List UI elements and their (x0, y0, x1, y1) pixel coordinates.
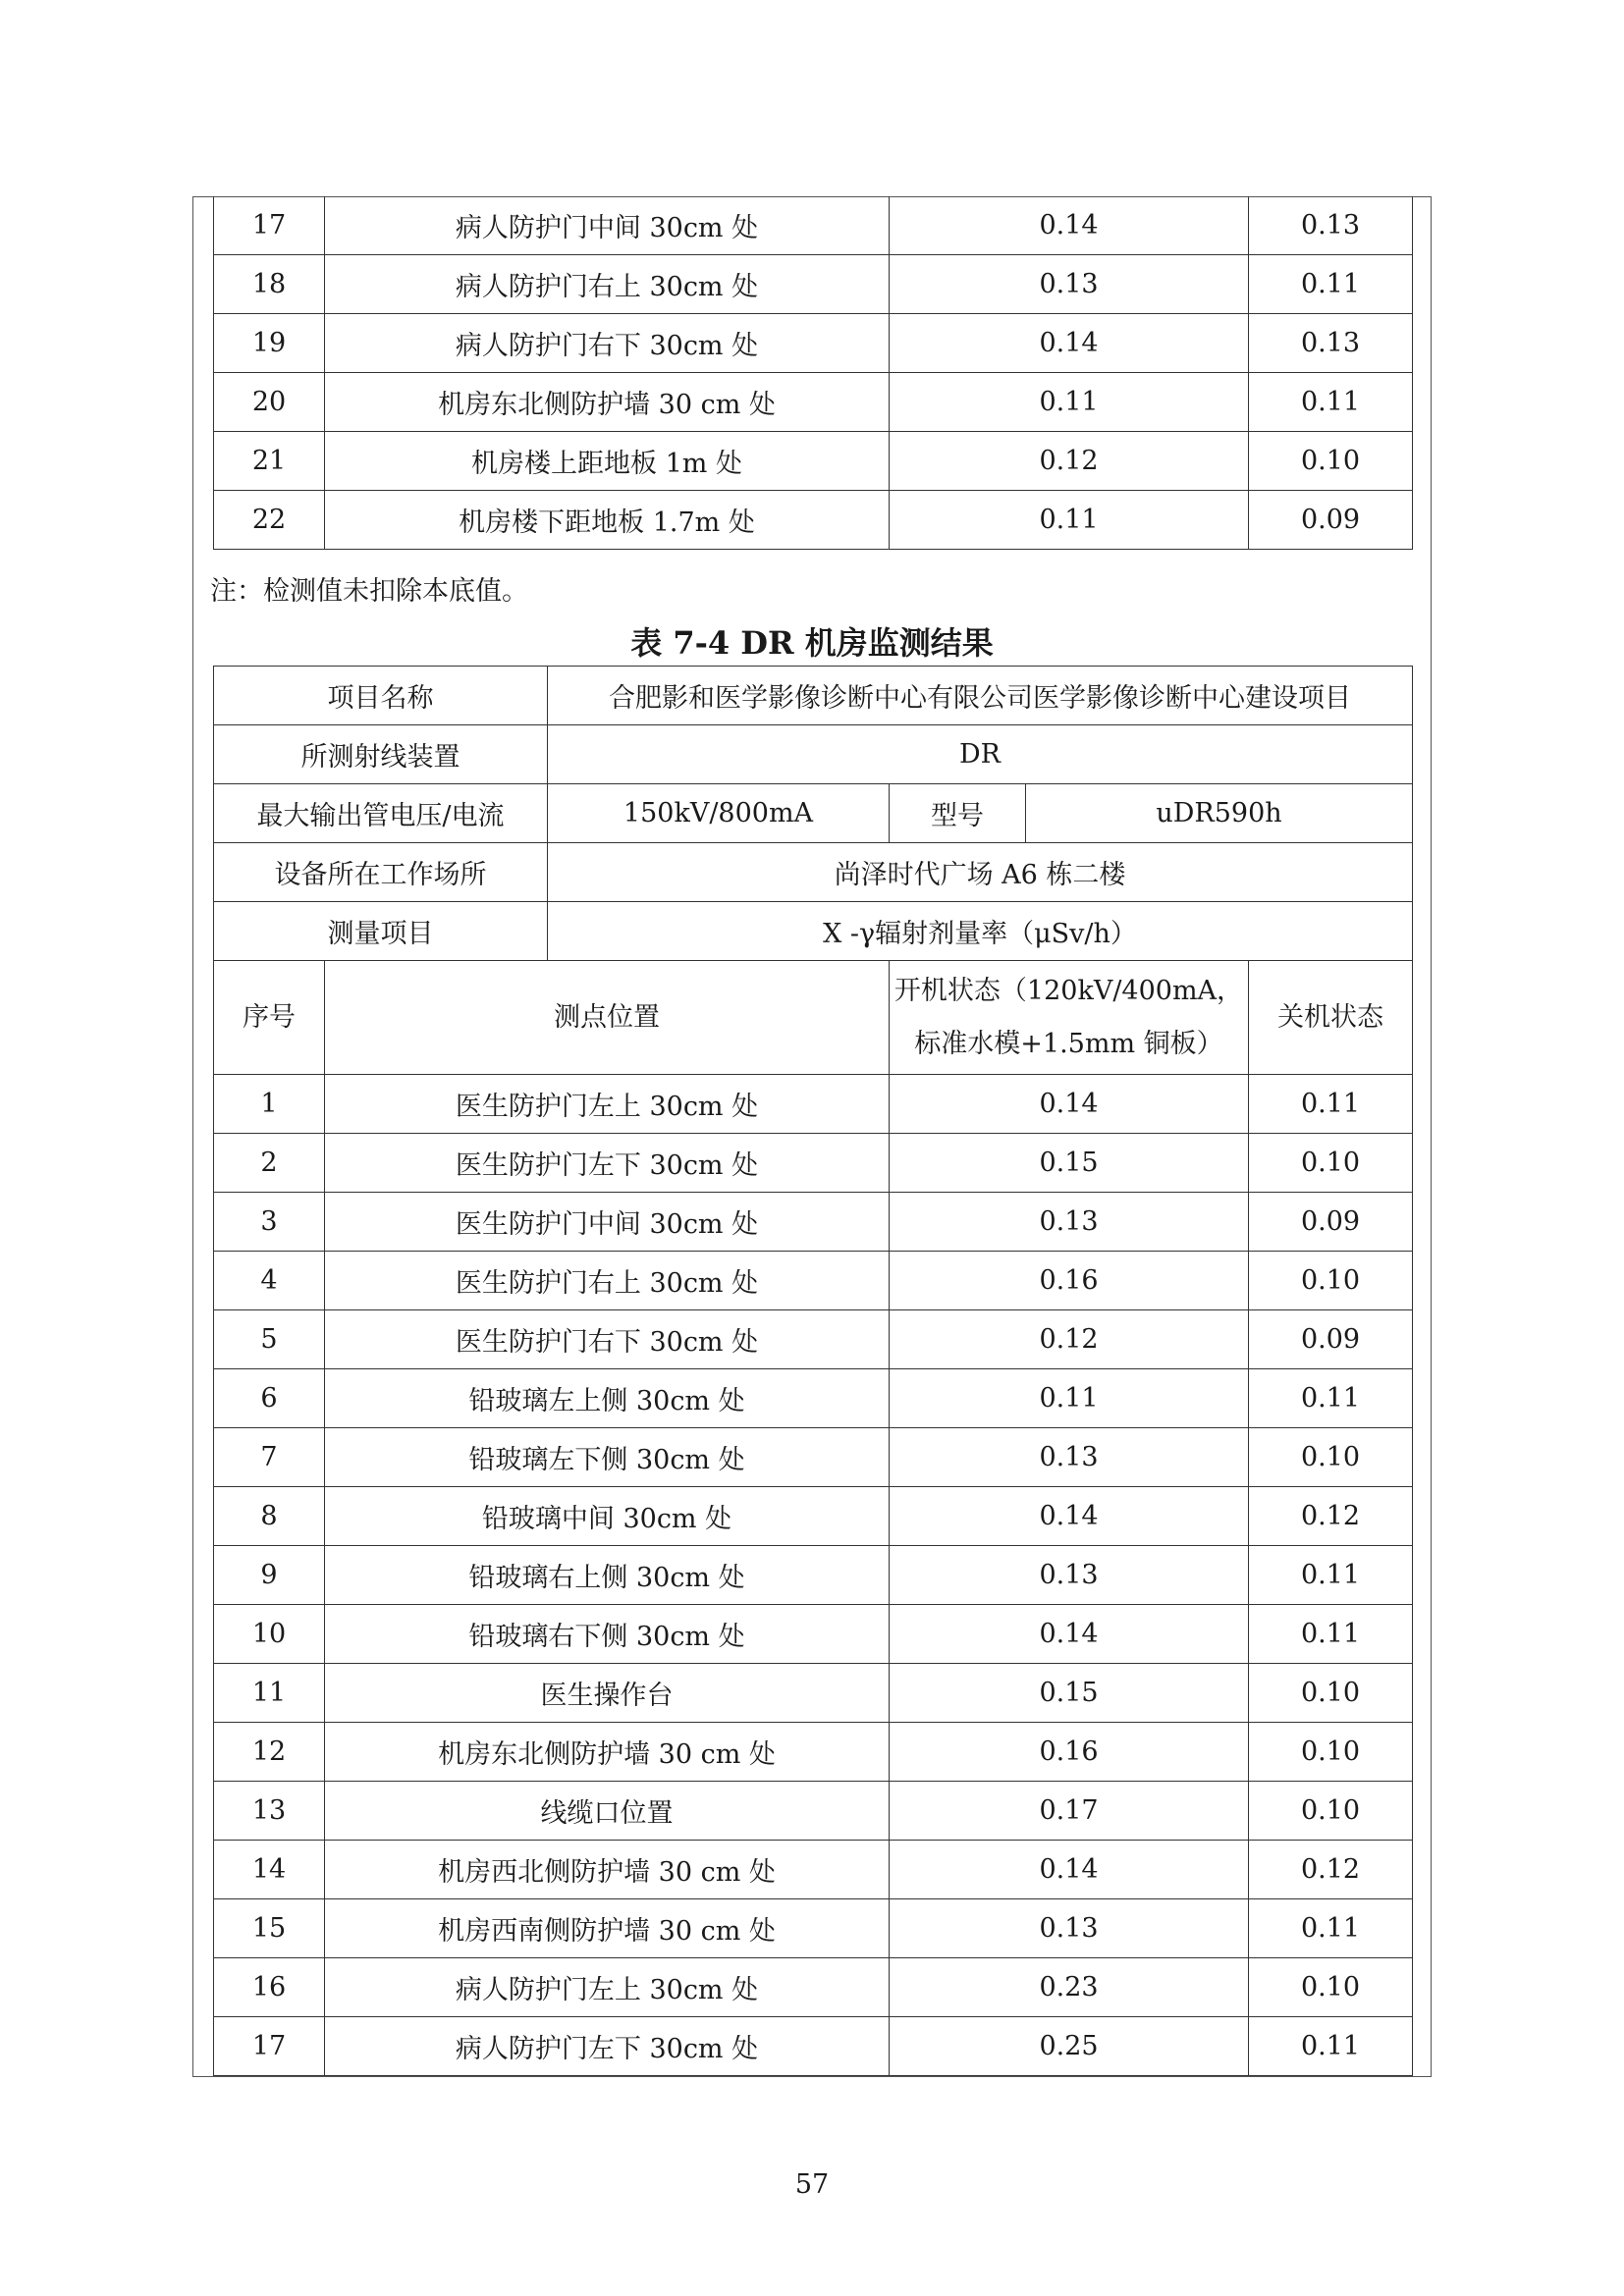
table-row (214, 1369, 1413, 1428)
row-number-cell: 13 (214, 1782, 325, 1841)
row-number-cell: 2 (214, 1134, 325, 1193)
on-state-value-cell: 0.11 (890, 491, 1249, 550)
measure-value: X -γ辐射剂量率（μSv/h） (548, 902, 1413, 961)
row-number-cell: 19 (214, 314, 325, 373)
row-number-cell: 14 (214, 1841, 325, 1899)
location-cell: 机房西北侧防护墙 30 cm 处 (325, 1841, 890, 1899)
location-cell: 医生防护门中间 30cm 处 (325, 1193, 890, 1252)
off-state-value-cell: 0.10 (1249, 1958, 1413, 2017)
location-cell: 医生防护门左下 30cm 处 (325, 1134, 890, 1193)
row-number-cell: 8 (214, 1487, 325, 1546)
off-state-value-cell: 0.09 (1249, 1193, 1413, 1252)
page-number: 57 (794, 2169, 830, 2200)
project-row (214, 667, 1413, 725)
model-label: 型号 (890, 784, 1026, 843)
off-state-value-cell: 0.11 (1249, 1075, 1413, 1134)
table-row (214, 314, 1413, 373)
on-state-value-cell: 0.16 (890, 1252, 1249, 1310)
location-cell: 机房东北侧防护墙 30 cm 处 (325, 1723, 890, 1782)
project-value: 合肥影和医学影像诊断中心有限公司医学影像诊断中心建设项目 (548, 667, 1413, 725)
table-row (214, 196, 1413, 255)
row-number-cell: 7 (214, 1428, 325, 1487)
off-state-value-cell: 0.10 (1249, 432, 1413, 491)
table-row (214, 1428, 1413, 1487)
location-cell: 医生操作台 (325, 1664, 890, 1723)
column-header-row (214, 961, 1413, 1075)
on-state-value-cell: 0.14 (890, 1487, 1249, 1546)
table-caption: 表 7-4 DR 机房监测结果 (630, 624, 994, 662)
table-note: 注：检测值未扣除本底值。 (210, 576, 528, 607)
table-row (214, 1664, 1413, 1723)
table-row (214, 1487, 1413, 1546)
location-cell: 医生防护门左上 30cm 处 (325, 1075, 890, 1134)
row-number-cell: 10 (214, 1605, 325, 1664)
location-cell: 线缆口位置 (325, 1782, 890, 1841)
location-cell: 病人防护门中间 30cm 处 (325, 196, 890, 255)
location-cell: 病人防护门左下 30cm 处 (325, 2017, 890, 2076)
off-state-value-cell: 0.11 (1249, 255, 1413, 314)
off-state-value-cell: 0.11 (1249, 1369, 1413, 1428)
row-number-cell: 1 (214, 1075, 325, 1134)
off-state-value-cell: 0.12 (1249, 1841, 1413, 1899)
table-row (214, 491, 1413, 550)
row-number-cell: 11 (214, 1664, 325, 1723)
site-label: 设备所在工作场所 (214, 843, 548, 902)
location-cell: 铅玻璃左下侧 30cm 处 (325, 1428, 890, 1487)
table-row (214, 1546, 1413, 1605)
off-state-value-cell: 0.11 (1249, 1899, 1413, 1958)
on-state-value-cell: 0.13 (890, 1428, 1249, 1487)
on-state-value-cell: 0.14 (890, 196, 1249, 255)
on-state-value-cell: 0.11 (890, 373, 1249, 432)
on-state-value-cell: 0.13 (890, 1899, 1249, 1958)
off-state-value-cell: 0.12 (1249, 1487, 1413, 1546)
on-state-value-cell: 0.14 (890, 1841, 1249, 1899)
max-output-row (214, 784, 1413, 843)
location-cell: 医生防护门右下 30cm 处 (325, 1310, 890, 1369)
row-number-cell: 6 (214, 1369, 325, 1428)
location-cell: 铅玻璃中间 30cm 处 (325, 1487, 890, 1546)
location-cell: 机房楼下距地板 1.7m 处 (325, 491, 890, 550)
off-state-value-cell: 0.13 (1249, 314, 1413, 373)
table-row (214, 2017, 1413, 2076)
row-number-cell: 3 (214, 1193, 325, 1252)
off-state-value-cell: 0.10 (1249, 1428, 1413, 1487)
on-state-value-cell: 0.12 (890, 1310, 1249, 1369)
off-state-value-cell: 0.11 (1249, 373, 1413, 432)
column-header-off-state: 关机状态 (1249, 961, 1413, 1075)
measure-row (214, 902, 1413, 961)
continued-measurement-table (213, 196, 1413, 550)
table-row (214, 1310, 1413, 1369)
on-state-value-cell: 0.15 (890, 1134, 1249, 1193)
off-state-value-cell: 0.10 (1249, 1134, 1413, 1193)
location-cell: 医生防护门右上 30cm 处 (325, 1252, 890, 1310)
table-row (214, 1252, 1413, 1310)
on-state-value-cell: 0.14 (890, 1605, 1249, 1664)
row-number-cell: 17 (214, 196, 325, 255)
table-row (214, 1193, 1413, 1252)
on-state-value-cell: 0.17 (890, 1782, 1249, 1841)
on-state-value-cell: 0.14 (890, 314, 1249, 373)
device-row (214, 725, 1413, 784)
off-state-value-cell: 0.10 (1249, 1723, 1413, 1782)
table-row (214, 432, 1413, 491)
row-number-cell: 18 (214, 255, 325, 314)
on-state-value-cell: 0.13 (890, 1546, 1249, 1605)
dr-room-monitoring-table (213, 666, 1413, 2076)
device-value: DR (548, 725, 1413, 784)
site-value: 尚泽时代广场 A6 栋二楼 (548, 843, 1413, 902)
table-row (214, 1782, 1413, 1841)
on-state-value-cell: 0.16 (890, 1723, 1249, 1782)
off-state-value-cell: 0.13 (1249, 196, 1413, 255)
location-cell: 机房楼上距地板 1m 处 (325, 432, 890, 491)
row-number-cell: 9 (214, 1546, 325, 1605)
off-state-value-cell: 0.10 (1249, 1664, 1413, 1723)
on-state-value-cell: 0.12 (890, 432, 1249, 491)
row-number-cell: 22 (214, 491, 325, 550)
on-state-line1: 开机状态（120kV/400mA， (893, 975, 1244, 1006)
row-number-cell: 16 (214, 1958, 325, 2017)
column-header-no: 序号 (214, 961, 325, 1075)
location-cell: 病人防护门右下 30cm 处 (325, 314, 890, 373)
table-row (214, 1958, 1413, 2017)
table-row (214, 1723, 1413, 1782)
model-value: uDR590h (1026, 784, 1413, 843)
row-number-cell: 5 (214, 1310, 325, 1369)
location-cell: 病人防护门左上 30cm 处 (325, 1958, 890, 2017)
on-state-value-cell: 0.13 (890, 1193, 1249, 1252)
table-row (214, 373, 1413, 432)
row-number-cell: 15 (214, 1899, 325, 1958)
table-row (214, 1075, 1413, 1134)
on-state-value-cell: 0.15 (890, 1664, 1249, 1723)
max-output-label: 最大输出管电压/电流 (214, 784, 548, 843)
location-cell: 机房西南侧防护墙 30 cm 处 (325, 1899, 890, 1958)
off-state-value-cell: 0.09 (1249, 1310, 1413, 1369)
on-state-value-cell: 0.14 (890, 1075, 1249, 1134)
location-cell: 铅玻璃左上侧 30cm 处 (325, 1369, 890, 1428)
site-row (214, 843, 1413, 902)
on-state-value-cell: 0.13 (890, 255, 1249, 314)
off-state-value-cell: 0.11 (1249, 2017, 1413, 2076)
column-header-on-state (890, 961, 1249, 1075)
project-label: 项目名称 (214, 667, 548, 725)
location-cell: 铅玻璃右上侧 30cm 处 (325, 1546, 890, 1605)
table-row (214, 1605, 1413, 1664)
off-state-value-cell: 0.11 (1249, 1546, 1413, 1605)
row-number-cell: 17 (214, 2017, 325, 2076)
on-state-value-cell: 0.25 (890, 2017, 1249, 2076)
off-state-value-cell: 0.10 (1249, 1782, 1413, 1841)
table-row (214, 1134, 1413, 1193)
table-row (214, 255, 1413, 314)
off-state-value-cell: 0.11 (1249, 1605, 1413, 1664)
measure-label: 测量项目 (214, 902, 548, 961)
location-cell: 病人防护门右上 30cm 处 (325, 255, 890, 314)
row-number-cell: 21 (214, 432, 325, 491)
column-header-location: 测点位置 (325, 961, 890, 1075)
row-number-cell: 12 (214, 1723, 325, 1782)
on-state-value-cell: 0.11 (890, 1369, 1249, 1428)
on-state-line2: 标准水模+1.5mm 铜板） (914, 1028, 1223, 1059)
location-cell: 铅玻璃右下侧 30cm 处 (325, 1605, 890, 1664)
row-number-cell: 4 (214, 1252, 325, 1310)
location-cell: 机房东北侧防护墙 30 cm 处 (325, 373, 890, 432)
row-number-cell: 20 (214, 373, 325, 432)
off-state-value-cell: 0.09 (1249, 491, 1413, 550)
on-state-value-cell: 0.23 (890, 1958, 1249, 2017)
max-output-value: 150kV/800mA (548, 784, 890, 843)
off-state-value-cell: 0.10 (1249, 1252, 1413, 1310)
table-row (214, 1841, 1413, 1899)
table-row (214, 1899, 1413, 1958)
device-label: 所测射线装置 (214, 725, 548, 784)
